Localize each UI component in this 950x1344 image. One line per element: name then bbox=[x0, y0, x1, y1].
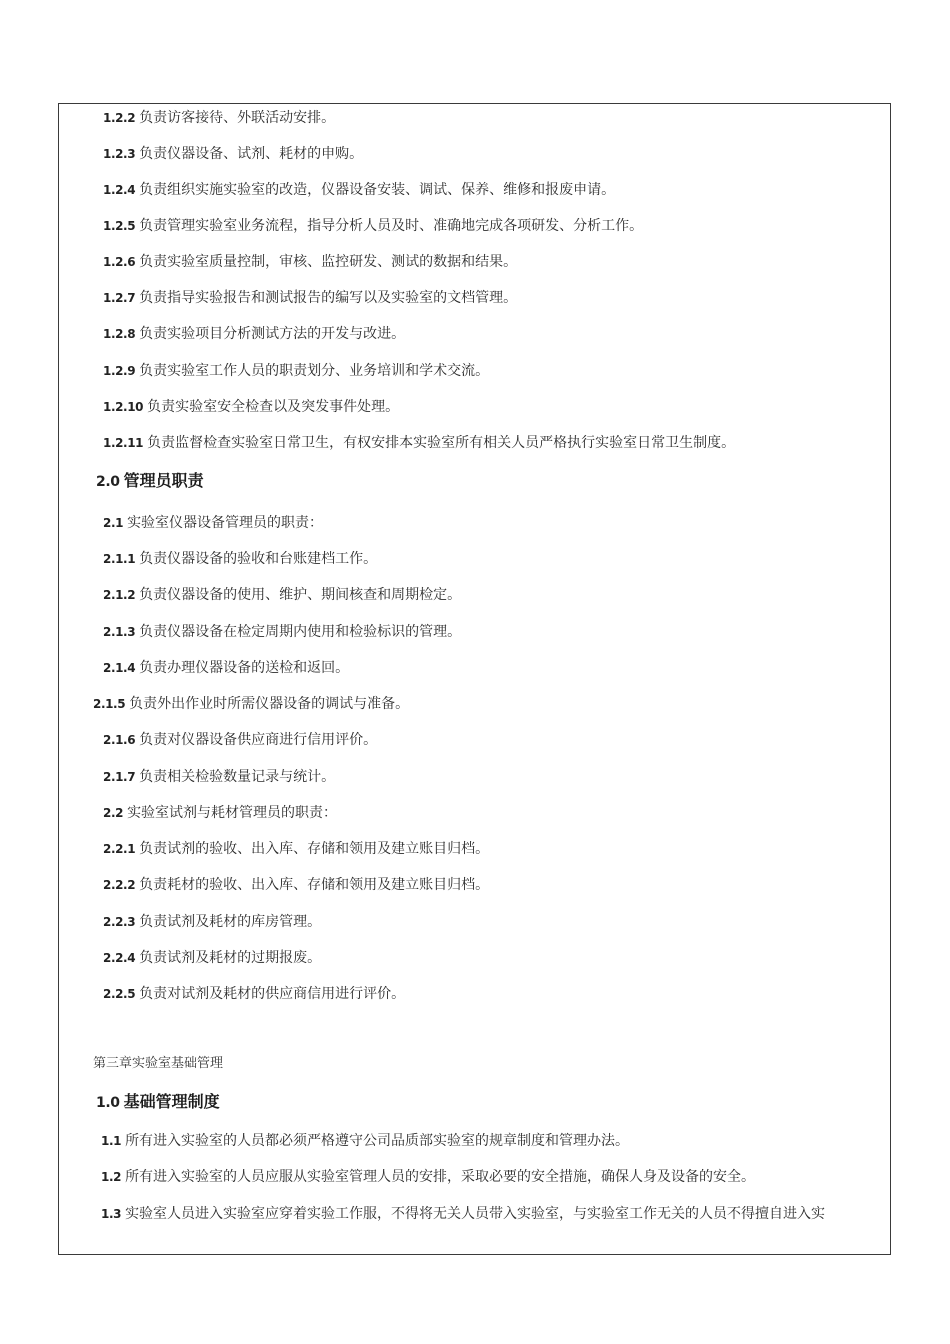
list-item bbox=[103, 767, 335, 787]
item-number: 2.2.4 bbox=[103, 951, 136, 965]
list-item bbox=[103, 108, 335, 128]
list-item bbox=[101, 1167, 755, 1187]
item-number: 1.3 bbox=[101, 1207, 122, 1221]
item-number: 2.1 bbox=[103, 516, 124, 530]
item-text: 实验室仪器设备管理员的职责： bbox=[127, 515, 324, 531]
list-item bbox=[101, 1204, 825, 1224]
heading-text: 基础管理制度 bbox=[123, 1092, 220, 1111]
item-text: 负责监督检查实验室日常卫生，有权安排本实验室所有相关人员严格执行实验室日常卫生制度。 bbox=[147, 435, 736, 451]
item-number: 2.1.4 bbox=[103, 661, 136, 675]
list-item bbox=[103, 324, 405, 344]
list-item bbox=[103, 180, 615, 200]
list-item bbox=[103, 984, 405, 1004]
item-text: 负责试剂及耗材的库房管理。 bbox=[139, 914, 322, 930]
item-number: 1.2.5 bbox=[103, 219, 136, 233]
item-number: 2.1.3 bbox=[103, 625, 136, 639]
item-number: 1.1 bbox=[101, 1134, 122, 1148]
list-item bbox=[103, 397, 399, 417]
list-item bbox=[103, 216, 643, 236]
item-number: 2.2 bbox=[103, 806, 124, 820]
item-text: 负责指导实验报告和测试报告的编写以及实验室的文档管理。 bbox=[139, 290, 518, 306]
document-frame bbox=[58, 103, 891, 1255]
list-item bbox=[101, 1131, 629, 1151]
item-text: 负责管理实验室业务流程，指导分析人员及时、准确地完成各项研发、分析工作。 bbox=[139, 218, 644, 234]
item-number: 1.2.6 bbox=[103, 255, 136, 269]
list-item bbox=[103, 658, 349, 678]
item-text: 负责实验室工作人员的职责划分、业务培训和学术交流。 bbox=[139, 363, 490, 379]
item-text: 负责外出作业时所需仪器设备的调试与准备。 bbox=[129, 696, 410, 712]
list-item bbox=[103, 585, 461, 605]
item-text: 实验室人员进入实验室应穿着实验工作服，不得将无关人员带入实验室，与实验室工作无关的人员不得擅自进入实 bbox=[125, 1206, 826, 1222]
item-text: 负责实验项目分析测试方法的开发与改进。 bbox=[139, 326, 406, 342]
list-item bbox=[103, 513, 323, 533]
list-item bbox=[103, 361, 489, 381]
item-number: 2.2.1 bbox=[103, 842, 136, 856]
item-number: 1.2 bbox=[101, 1170, 122, 1184]
item-text: 负责试剂的验收、出入库、存储和领用及建立账目归档。 bbox=[139, 841, 490, 857]
list-item bbox=[103, 622, 461, 642]
list-item bbox=[103, 549, 377, 569]
list-item bbox=[103, 839, 489, 859]
list-item bbox=[103, 144, 363, 164]
item-number: 1.2.9 bbox=[103, 364, 136, 378]
item-text: 负责办理仪器设备的送检和返回。 bbox=[139, 660, 350, 676]
heading-number: 1.0 bbox=[96, 1095, 120, 1111]
item-text: 所有进入实验室的人员应服从实验室管理人员的安排，采取必要的安全措施，确保人身及设备的安全。 bbox=[125, 1169, 756, 1185]
item-number: 1.2.2 bbox=[103, 111, 136, 125]
item-text: 负责仪器设备的验收和台账建档工作。 bbox=[139, 551, 378, 567]
item-text: 负责实验室安全检查以及突发事件处理。 bbox=[147, 399, 400, 415]
item-text: 负责相关检验数量记录与统计。 bbox=[139, 769, 336, 785]
section-heading bbox=[96, 470, 204, 493]
item-text: 负责仪器设备的使用、维护、期间核查和周期检定。 bbox=[139, 587, 462, 603]
item-text: 负责仪器设备在检定周期内使用和检验标识的管理。 bbox=[139, 624, 462, 640]
item-number: 2.1.5 bbox=[93, 697, 126, 711]
item-number: 1.2.8 bbox=[103, 327, 136, 341]
item-number: 2.1.2 bbox=[103, 588, 136, 602]
item-text: 负责试剂及耗材的过期报废。 bbox=[139, 950, 322, 966]
list-item bbox=[103, 803, 337, 823]
item-text: 负责耗材的验收、出入库、存储和领用及建立账目归档。 bbox=[139, 877, 490, 893]
item-text: 实验室试剂与耗材管理员的职责： bbox=[127, 805, 338, 821]
item-text: 所有进入实验室的人员都必须严格遵守公司品质部实验室的规章制度和管理办法。 bbox=[125, 1133, 630, 1149]
item-number: 1.2.10 bbox=[103, 400, 144, 414]
item-number: 1.2.7 bbox=[103, 291, 136, 305]
item-number: 2.1.6 bbox=[103, 733, 136, 747]
item-text: 负责组织实施实验室的改造，仪器设备安装、调试、保养、维修和报废申请。 bbox=[139, 182, 616, 198]
list-item bbox=[103, 252, 517, 272]
item-number: 2.1.7 bbox=[103, 770, 136, 784]
item-text: 负责实验室质量控制，审核、监控研发、测试的数据和结果。 bbox=[139, 254, 518, 270]
list-item bbox=[103, 912, 321, 932]
list-item bbox=[93, 694, 409, 714]
list-item bbox=[103, 433, 735, 453]
item-text: 负责访客接待、外联活动安排。 bbox=[139, 110, 336, 126]
list-item bbox=[103, 948, 321, 968]
heading-number: 2.0 bbox=[96, 474, 120, 490]
list-item bbox=[103, 288, 517, 308]
item-number: 1.2.4 bbox=[103, 183, 136, 197]
item-text: 负责仪器设备、试剂、耗材的申购。 bbox=[139, 146, 364, 162]
chapter-title: 第三章实验室基础管理 bbox=[93, 1056, 224, 1071]
list-item bbox=[103, 730, 377, 750]
list-item bbox=[103, 875, 489, 895]
heading-text: 管理员职责 bbox=[123, 471, 204, 490]
item-number: 1.2.11 bbox=[103, 436, 144, 450]
item-number: 2.2.3 bbox=[103, 915, 136, 929]
section-heading bbox=[96, 1091, 220, 1114]
item-number: 2.2.2 bbox=[103, 878, 136, 892]
item-number: 2.1.1 bbox=[103, 552, 136, 566]
item-number: 1.2.3 bbox=[103, 147, 136, 161]
item-text: 负责对试剂及耗材的供应商信用进行评价。 bbox=[139, 986, 406, 1002]
item-text: 负责对仪器设备供应商进行信用评价。 bbox=[139, 732, 378, 748]
item-number: 2.2.5 bbox=[103, 987, 136, 1001]
